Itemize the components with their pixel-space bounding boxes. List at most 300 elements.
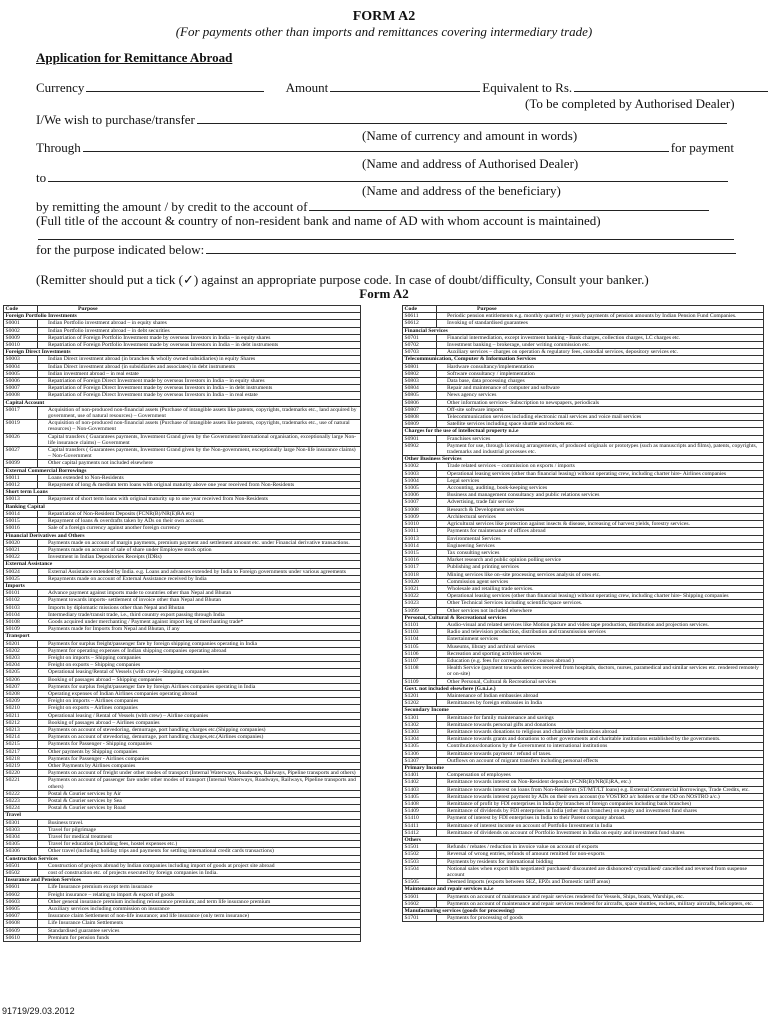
purpose-code-row[interactable] [403,414,764,421]
purpose-code-row[interactable] [403,915,764,922]
purpose-code-row[interactable] [4,834,361,841]
purpose-code-row[interactable] [4,669,361,676]
purpose-code: S0210 [4,705,38,712]
purpose-code-row[interactable] [4,676,361,683]
purpose-code-row[interactable] [4,447,361,460]
purpose-code-row[interactable] [4,906,361,913]
purpose-code-row[interactable] [4,870,361,877]
purpose-code-row[interactable] [4,626,361,633]
purpose-code-row[interactable] [4,597,361,604]
purpose-code: S0007 [4,385,38,392]
group-heading: Telecommunication, Computer & Information Services [403,356,764,363]
purpose-code: S1022 [403,593,437,600]
purpose-code-row[interactable] [4,334,361,341]
purpose-code: S0025 [4,575,38,582]
purpose-code-row[interactable] [4,763,361,770]
purpose-code-row[interactable] [4,539,361,546]
purpose-code: S1411 [403,822,437,829]
purpose-description: Operational leasing / Rental of Vessels (with crew) – Airline companies [38,712,361,719]
purpose-code: S1408 [403,801,437,808]
purpose-code-row[interactable] [4,841,361,848]
purpose-code-row[interactable] [403,714,764,721]
purpose-code-row[interactable] [4,392,361,399]
purpose-description: Health Service (payment towards services received from hospitals, doctors, nurses, paramedical and similar services etc. rendered remotely or on-site) [437,665,764,678]
purpose-code-row[interactable] [4,575,361,582]
through-field[interactable] [83,150,669,152]
purpose-description: Freight on imports – Airlines companies [38,698,361,705]
purpose-code: S0303 [4,826,38,833]
ad-name-note: (Name and address of Authorised Dealer) [362,156,579,171]
purpose-description: Agricultural services like protection against insects & disease, increasing of harvest yields, forestry services. [437,521,764,528]
purpose-code-row[interactable] [403,585,764,592]
purpose-code-row[interactable] [4,913,361,920]
purpose-code: S1103 [403,629,437,636]
group-heading-row [4,532,361,539]
purpose-code-row[interactable] [403,470,764,477]
purpose-code-row[interactable] [4,590,361,597]
purpose-code-row[interactable] [403,743,764,750]
purpose-code-row[interactable] [4,726,361,733]
purpose-code-row[interactable] [4,819,361,826]
purpose-code-row[interactable] [403,600,764,607]
group-heading-row [4,855,361,862]
purpose-code-row[interactable] [4,705,361,712]
table-left-body [4,306,361,942]
table-header-row [4,306,361,313]
purpose-description: Advertising, trade fair service [437,499,764,506]
purpose-description: Repayment of loans & overdrafts taken by ADs on their own account. [38,518,361,525]
purpose-code-row[interactable] [403,342,764,349]
purpose-code: S0021 [4,546,38,553]
purpose-description: Travel for pilgrimage [38,826,361,833]
group-heading: Charges for the use of intellectual property n.i.e [403,428,764,435]
purpose-code-row[interactable] [4,848,361,855]
group-heading: Personal, Cultural & Recreational services [403,614,764,621]
purpose-description: Indian Direct investment abroad (in subsidiaries and associates) in debt instruments [38,363,361,370]
group-heading: Short term Loans [4,489,361,496]
purpose-code-row[interactable] [403,593,764,600]
purpose-code: S0804 [403,385,437,392]
currency-row [36,80,768,96]
purpose-code-row[interactable] [403,801,764,808]
full-title-note: (Full title of the account & country of non-resident bank and name of AD with whom account is maintained) [36,213,601,228]
purpose-description: Acquisition of non-produced non-financial assets (Purchase of intangible assets like patents, copyrights, trademarks etc., use of natural resources) – Non-Government [38,420,361,433]
purpose-code: S1014 [403,542,437,549]
purpose-description: Payments on account of stevedoring, demurrage, port handling charges etc.(Shipping companies) [38,726,361,733]
purpose-code-row[interactable] [4,406,361,419]
purpose-description: Postal & Courier services by Road [38,805,361,812]
purpose-code-row[interactable] [403,320,764,327]
purpose-code-row[interactable] [4,482,361,489]
purpose-code-row[interactable] [4,647,361,654]
purpose-code-row[interactable] [4,891,361,898]
purpose-code-row[interactable] [403,421,764,428]
purpose-header: Purpose [38,306,361,313]
code-header: Code [4,306,38,313]
purpose-code: S0223 [4,798,38,805]
purpose-code-row[interactable] [4,496,361,503]
purpose-code-row[interactable] [403,621,764,628]
purpose-code-row[interactable] [4,510,361,517]
purpose-code: S1004 [403,477,437,484]
purpose-description: Remittance of dividends by FDI enterprises in India (other than branches) on equity and investment fund shares [437,808,764,815]
purpose-code: S1018 [403,571,437,578]
extra-field[interactable] [38,238,734,240]
purpose-code-row[interactable] [403,463,764,470]
purpose-code-row[interactable] [403,879,764,886]
purpose-code-row[interactable] [403,844,764,851]
purpose-description: Remittance towards donations to religious and charitable institutions abroad [437,728,764,735]
purpose-description: Remittances by foreign embassies in India [437,700,764,707]
for-payment-label: for payment [670,140,734,155]
amount-label: Amount [285,80,329,95]
purpose-code-row[interactable] [403,657,764,664]
purpose-description: Payments for surplus freight/passenger fare by foreign Airlines companies operating in India [38,683,361,690]
purpose-code-row[interactable] [403,385,764,392]
purpose-code: S1008 [403,506,437,513]
purpose-code: S0601 [4,884,38,891]
equivalent-field[interactable] [574,90,768,92]
purpose-code: S1106 [403,650,437,657]
purpose-description: Audio-visual and related services like Motion picture and video tape production, distribution and projection services. [437,621,764,628]
purpose-code-row[interactable] [4,698,361,705]
purpose-code-row[interactable] [4,826,361,833]
purpose-code-row[interactable] [403,650,764,657]
purpose-code: S1405 [403,793,437,800]
purpose-code-row[interactable] [403,564,764,571]
purpose-code-row[interactable] [4,320,361,327]
purpose-description: Entertainment services [437,636,764,643]
group-heading-row [403,886,764,893]
purpose-code-row[interactable] [4,654,361,661]
purpose-code: S1017 [403,564,437,571]
purpose-description: Indian Direct investment abroad (in branches & wholly owned subsidiaries) in equity Shares [38,356,361,363]
purpose-description: Investment banking – brokerage, under writing commission etc. [437,342,764,349]
purpose-code-row[interactable] [403,528,764,535]
purpose-code: S1101 [403,621,437,628]
purpose-code-row[interactable] [403,399,764,406]
purpose-code-row[interactable] [403,793,764,800]
purpose-code: S0010 [4,342,38,349]
purpose-description: Remittance of profit by FDI enterprises in India (by branches of foreign companies including bank branches) [437,801,764,808]
purpose-description: Education (e.g. fees for correspondence courses abroad ) [437,657,764,664]
purpose-description: Payments on account of stevedoring, demurrage, port handling charges,etc.(Airlines companies) [38,734,361,741]
purpose-code-row[interactable] [403,829,764,836]
purpose-code-row[interactable] [403,757,764,764]
purchase-row [36,112,729,128]
group-heading: Transport [4,633,361,640]
purpose-code-row[interactable] [4,755,361,762]
purpose-code: S1021 [403,585,437,592]
purchase-field[interactable] [197,122,727,124]
purpose-code-row[interactable] [403,370,764,377]
purpose-description: Remittance of dividends on account of Portfolio Investment in India on equity and investment fund shares [437,829,764,836]
purpose-code-row[interactable] [4,884,361,891]
purpose-code-row[interactable] [403,492,764,499]
purpose-code-row[interactable] [4,554,361,561]
purpose-code-row[interactable] [4,770,361,777]
purpose-code-row[interactable] [4,370,361,377]
purpose-code-row[interactable] [403,607,764,614]
purpose-code-row[interactable] [403,363,764,370]
currency-label: Currency [36,80,85,95]
purpose-code-row[interactable] [403,406,764,413]
purpose-code: S0215 [4,741,38,748]
purpose-code-row[interactable] [403,779,764,786]
purpose-code: S1010 [403,521,437,528]
purpose-code-row[interactable] [4,927,361,934]
purpose-code-row[interactable] [403,728,764,735]
group-heading-row [4,633,361,640]
purpose-code-row[interactable] [403,815,764,822]
purpose-code-row[interactable] [4,525,361,532]
purpose-code-row[interactable] [4,748,361,755]
group-heading-row [403,765,764,772]
purpose-code-row[interactable] [4,474,361,481]
purpose-code-row[interactable] [403,435,764,442]
purpose-field[interactable] [206,252,736,254]
purpose-code: S0502 [4,870,38,877]
purpose-code-row[interactable] [403,313,764,320]
purpose-code: S0109 [4,626,38,633]
purpose-code-row[interactable] [403,692,764,699]
purpose-description: Radio and television production, distribution and transmission services [437,629,764,636]
currency-field[interactable] [86,90,264,92]
purpose-code-row[interactable] [4,327,361,334]
purpose-code-row[interactable] [4,640,361,647]
purpose-code: S1409 [403,808,437,815]
group-heading-row [403,614,764,621]
purpose-code-row[interactable] [403,786,764,793]
purpose-description: Environmental Services [437,535,764,542]
purpose-code: S1504 [403,865,437,878]
purpose-code-row[interactable] [4,777,361,790]
group-heading-row [4,349,361,356]
purpose-code-row[interactable] [4,378,361,385]
through-label: Through [36,140,81,155]
purpose-code-row[interactable] [4,662,361,669]
purpose-code-row[interactable] [4,712,361,719]
purpose-code: S0802 [403,370,437,377]
purpose-code-table-left [3,305,361,942]
purpose-code: S0610 [4,934,38,941]
purpose-code: S0808 [403,414,437,421]
purpose-code: S0608 [4,920,38,927]
purpose-code-row[interactable] [4,741,361,748]
purpose-code-row[interactable] [4,611,361,618]
group-heading-row [4,313,361,320]
purpose-code: S0207 [4,683,38,690]
purpose-code: S0809 [403,421,437,428]
purpose-code-row[interactable] [4,690,361,697]
purpose-description: Remittance towards grants and donations to other governments and charitable institutions established by the governments. [437,736,764,743]
purpose-description: Repatriation of Foreign Direct Investment made by overseas Investors in India – in equity shares [38,378,361,385]
purpose-description: Maintenance of Indian embassies abroad [437,692,764,699]
purpose-description: Mining services like on–site processing services analysis of ores etc. [437,571,764,578]
code-header: Code [403,306,437,313]
purpose-description: Notional sales when export bills negotiated/ purchased/ discounted are dishonored/ crystallised/ cancelled and reversed from suspense account [437,865,764,878]
purpose-code-row[interactable] [403,578,764,585]
purpose-code-row[interactable] [4,604,361,611]
purpose-code-row[interactable] [4,460,361,467]
purpose-code-row[interactable] [4,356,361,363]
purpose-code-row[interactable] [403,535,764,542]
purpose-code-row[interactable] [403,378,764,385]
purpose-code-row[interactable] [4,568,361,575]
group-heading: Foreign Direct Investments [4,349,361,356]
purpose-code: S0703 [403,349,437,356]
purpose-description: Legal services [437,477,764,484]
purpose-description: Other Payments by Airlines companies [38,763,361,770]
purpose-code-row[interactable] [4,862,361,869]
purpose-description: Repayment of short term loans with original maturity up to one year received from Non-Residents [38,496,361,503]
purpose-code-row[interactable] [4,342,361,349]
group-heading-row [403,456,764,463]
purpose-description: Freight on imports – Shipping companies [38,654,361,661]
purpose-code-row[interactable] [4,920,361,927]
purpose-code-row[interactable] [4,790,361,797]
purpose-code-row[interactable] [403,808,764,815]
purpose-description: Payments for processing of goods [437,915,764,922]
purpose-description: Market research and public opinion polling service [437,557,764,564]
purpose-code-row[interactable] [4,734,361,741]
amount-field[interactable] [330,90,480,92]
account-field[interactable] [309,209,709,211]
purpose-code-row[interactable] [403,506,764,513]
purpose-description: Compensation of employees [437,772,764,779]
purpose-code-row[interactable] [403,750,764,757]
purpose-description: Payments for Passenger - Airlines companies [38,755,361,762]
purpose-code-row[interactable] [403,557,764,564]
purpose-code-row[interactable] [4,683,361,690]
purpose-code: S0213 [4,726,38,733]
purpose-code-row[interactable] [403,636,764,643]
purpose-code-row[interactable] [4,433,361,446]
purpose-code: S1302 [403,721,437,728]
purpose-code-row[interactable] [403,477,764,484]
purpose-description: Repayment of long & medium term loans with original maturity above one year received from Non-Residents [38,482,361,489]
purpose-code: S0603 [4,898,38,905]
purpose-description: Engineering Services [437,542,764,549]
purpose-description: Insurance claim Settlement of non-life insurance; and life insurance (only term insurance) [38,913,361,920]
purpose-description: Hardware consultancy/implementation [437,363,764,370]
purpose-code-row[interactable] [403,349,764,356]
purpose-code-row[interactable] [403,513,764,520]
purpose-code-row[interactable] [403,865,764,878]
purpose-code: S0027 [4,447,38,460]
purpose-code-row[interactable] [403,485,764,492]
purpose-code: S1505 [403,879,437,886]
purpose-code: S0005 [4,370,38,377]
purpose-code-row[interactable] [403,678,764,685]
purpose-code-row[interactable] [403,521,764,528]
purpose-code-row[interactable] [403,549,764,556]
purpose-description: Life Insurance Claim Settlements [38,920,361,927]
purpose-code-row[interactable] [403,893,764,900]
purpose-code-row[interactable] [403,571,764,578]
purpose-description: Refunds / rebates / reduction in invoice value on account of exports [437,844,764,851]
purpose-code-row[interactable] [4,934,361,941]
purpose-description: Indian investment abroad – in real estate [38,370,361,377]
purpose-code-row[interactable] [403,542,764,549]
group-heading: Imports [4,582,361,589]
purpose-description: Periodic pension entitlements e.g. monthly quarterly or yearly payments of pension amounts by Indian Pension Fund Companies. [437,313,764,320]
purpose-code-row[interactable] [4,546,361,553]
purpose-code-row[interactable] [403,334,764,341]
purpose-code-row[interactable] [403,822,764,829]
group-heading: Construction Services [4,855,361,862]
purpose-code: S0605 [4,906,38,913]
equivalent-label: Equivalent to Rs. [482,80,573,95]
purpose-description: Museums, library and archival services [437,643,764,650]
purpose-code: S1108 [403,665,437,678]
purpose-code: S1107 [403,657,437,664]
purpose-code: S0101 [4,590,38,597]
purpose-code-row[interactable] [4,385,361,392]
to-field[interactable] [48,180,728,182]
purpose-code-row[interactable] [403,851,764,858]
purpose-code: S0803 [403,378,437,385]
purpose-description: Repatriation of Foreign Direct Investment made by overseas Investors in India – in debt instruments [38,385,361,392]
purpose-code: S0807 [403,406,437,413]
purpose-code-row[interactable] [403,499,764,506]
purpose-code-row[interactable] [403,643,764,650]
purpose-code: S0222 [4,790,38,797]
purpose-code-row[interactable] [4,805,361,812]
purpose-code-row[interactable] [4,518,361,525]
purpose-code-row[interactable] [403,665,764,678]
purpose-code-row[interactable] [4,798,361,805]
purpose-code-row[interactable] [403,736,764,743]
purpose-code-row[interactable] [4,420,361,433]
purpose-code: S1701 [403,915,437,922]
group-heading: Other Business Services [403,456,764,463]
purpose-code-row[interactable] [403,858,764,865]
purpose-code-row[interactable] [403,900,764,907]
group-heading: Capital Account [4,399,361,406]
purpose-description: Payments by residents for international bidding [437,858,764,865]
purpose-code-row[interactable] [4,719,361,726]
purpose-code: S0204 [4,662,38,669]
purpose-code-row[interactable] [403,700,764,707]
purpose-code: S0214 [4,734,38,741]
purpose-code-row[interactable] [403,721,764,728]
purpose-code-row[interactable] [4,898,361,905]
purpose-description: Repatriation of Foreign Portfolio Investment made by overseas Investors in India – in debt instruments [38,342,361,349]
purpose-code: S1303 [403,728,437,735]
group-heading: Secondary Income [403,707,764,714]
purpose-description: cost of construction etc. of projects executed by foreign companies in India. [38,870,361,877]
purpose-code: S0208 [4,690,38,697]
purpose-code: S0020 [4,539,38,546]
group-heading: Primary Income [403,765,764,772]
purpose-code: S0212 [4,719,38,726]
purpose-code: S0301 [4,819,38,826]
purpose-code: S1202 [403,700,437,707]
purpose-code-row[interactable] [4,618,361,625]
purpose-description: Business travel. [38,819,361,826]
purpose-code: S1016 [403,557,437,564]
purpose-code-row[interactable] [403,629,764,636]
purpose-description: Payments for surplus freight/passenger fare by foreign shipping companies operating in India [38,640,361,647]
purpose-description: Architectural services [437,513,764,520]
purpose-description: Capital transfers ( Guarantees payments, Investment Grand given by the Non-government, exceptionally large Non-life insurance claims) – Non-Government [38,447,361,460]
purpose-code-row[interactable] [403,772,764,779]
purpose-code-row[interactable] [4,363,361,370]
purpose-code-row[interactable] [403,442,764,455]
purpose-code-row[interactable] [403,392,764,399]
purpose-code: S1401 [403,772,437,779]
